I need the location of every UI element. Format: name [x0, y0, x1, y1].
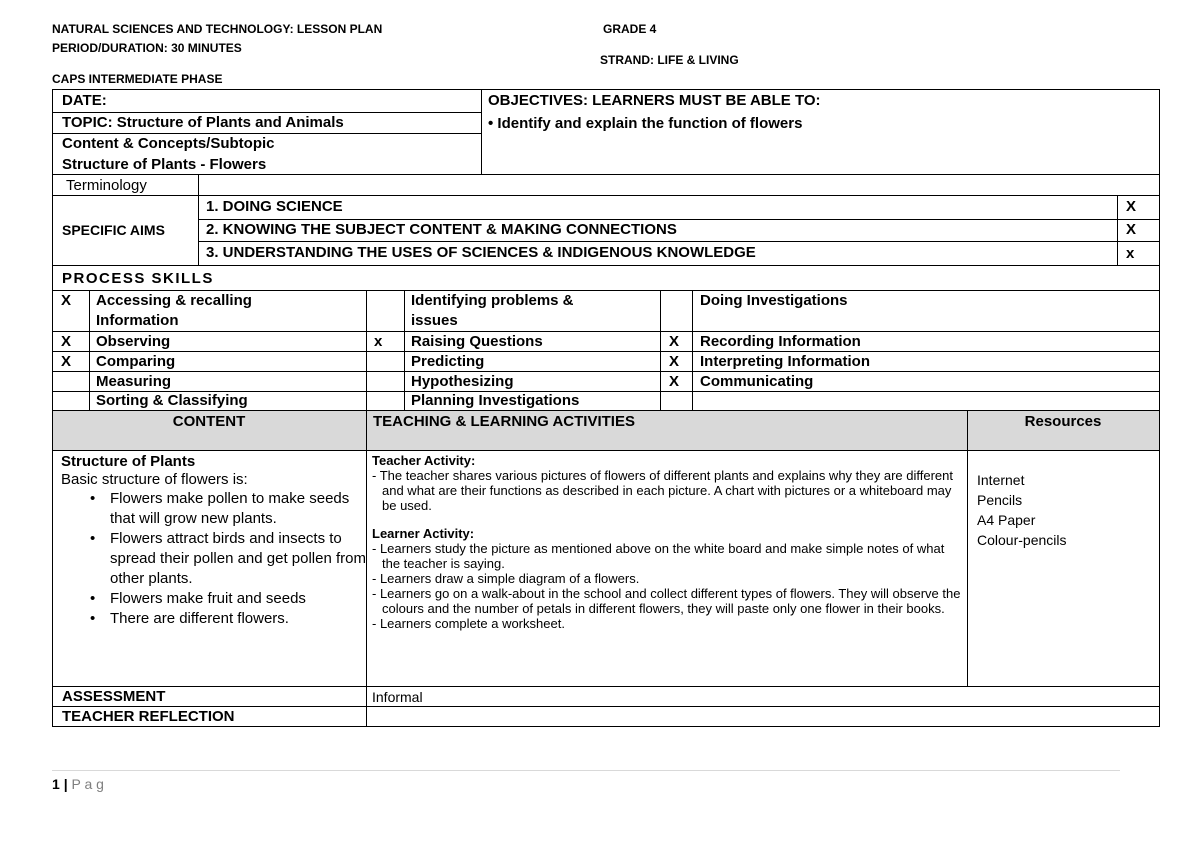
learner-activity-item: - Learners study the picture as mentioned above on the white board and make simple notes of what the teacher is saying. [372, 541, 945, 571]
skill-label: Planning Investigations [411, 392, 580, 409]
list-item: • There are different flowers. [110, 609, 368, 629]
assessment-value: Informal [372, 689, 423, 705]
content-header: CONTENT [172, 413, 246, 430]
skill-label: Raising Questions [411, 333, 543, 350]
terminology-label: Terminology [66, 177, 147, 194]
resource-item: Pencils [977, 492, 1023, 508]
skill-mark: X [61, 333, 72, 350]
skill-label: Predicting [411, 353, 485, 370]
process-skills-label: PROCESS SKILLS [62, 270, 214, 287]
skill-label: Comparing [96, 353, 176, 370]
aim-mark: X [1126, 221, 1137, 238]
skill-mark: X [61, 353, 72, 370]
skill-label: issues [411, 312, 458, 329]
skill-mark: X [669, 333, 680, 350]
list-item: • Flowers make pollen to make seeds that will grow new plants. [110, 489, 368, 529]
learner-activity-item: - Learners complete a worksheet. [372, 616, 565, 631]
concepts-label: Content & Concepts/Subtopic [62, 135, 275, 152]
content-cell [61, 453, 364, 629]
date-label: DATE: [62, 92, 107, 109]
resource-item: A4 Paper [977, 512, 1036, 528]
aim-item: 3. UNDERSTANDING THE USES OF SCIENCES & INDIGENOUS KNOWLEDGE [206, 244, 756, 261]
skill-label: Observing [96, 333, 171, 350]
skill-label: Interpreting Information [700, 353, 870, 370]
page-number: 1 [52, 776, 60, 792]
reflection-label: TEACHER REFLECTION [62, 708, 235, 725]
duration-label: PERIOD/DURATION: 30 MINUTES [52, 41, 242, 55]
skill-label: Measuring [96, 373, 172, 390]
activities-cell [372, 453, 962, 631]
phase-label: CAPS INTERMEDIATE PHASE [52, 72, 223, 86]
skill-label: Identifying problems & [411, 292, 574, 309]
topic-label: TOPIC: Structure of Plants and Animals [62, 114, 344, 131]
aim-mark: X [1126, 198, 1137, 215]
footer-separator: | [63, 776, 68, 792]
skill-label: Accessing & recalling [96, 292, 252, 309]
page-footer [52, 776, 104, 792]
content-bullets [61, 489, 368, 629]
aim-item: 2. KNOWING THE SUBJECT CONTENT & MAKING CONNECTIONS [206, 221, 677, 238]
teacher-activity-label: Teacher Activity: [372, 453, 476, 468]
content-title: Structure of Plants [61, 453, 196, 470]
objectives-label: OBJECTIVES: LEARNERS MUST BE ABLE TO: [488, 92, 821, 109]
footer-divider [52, 770, 1120, 771]
resource-item: Internet [977, 472, 1025, 488]
skill-mark: X [669, 373, 680, 390]
skill-mark: X [669, 353, 680, 370]
list-item: • Flowers make fruit and seeds [110, 589, 368, 609]
skill-label: Information [96, 312, 179, 329]
aim-item: 1. DOING SCIENCE [206, 198, 343, 215]
aim-mark: x [1126, 245, 1135, 262]
learner-activity-item: - Learners draw a simple diagram of a flowers. [372, 571, 640, 586]
skill-label: Communicating [700, 373, 814, 390]
skill-label: Doing Investigations [700, 292, 848, 309]
resource-item: Colour-pencils [977, 532, 1067, 548]
resources-header: Resources [1024, 413, 1102, 430]
skill-mark: X [61, 292, 72, 309]
page-label: P a g [71, 776, 104, 792]
teacher-activity-item: - The teacher shares various pictures of flowers of different plants and explains why they are different and what are their functions as described in each picture. A chart with pictures or a whiteboard may be used. [372, 468, 953, 513]
learner-activity-item: - Learners go on a walk-about in the school and collect different types of flowers. They will observe the colours and the number of petals in different flowers, they will paste only one flower in their books. [372, 586, 961, 616]
content-intro: Basic structure of flowers is: [61, 471, 248, 488]
skill-mark: x [374, 333, 383, 350]
list-item: • Flowers attract birds and insects to spread their pollen and get pollen from other plants. [110, 529, 368, 589]
concepts-value: Structure of Plants - Flowers [62, 156, 267, 173]
learner-activity-label: Learner Activity: [372, 526, 475, 541]
grade-label: GRADE 4 [603, 22, 657, 36]
assessment-label: ASSESSMENT [62, 688, 166, 705]
skill-label: Hypothesizing [411, 373, 514, 390]
specific-aims-label: SPECIFIC AIMS [62, 222, 165, 238]
skill-label: Recording Information [700, 333, 861, 350]
objective-item: • Identify and explain the function of flowers [488, 115, 803, 132]
strand-label: STRAND: LIFE & LIVING [600, 53, 739, 67]
activities-header: TEACHING & LEARNING ACTIVITIES [373, 413, 635, 430]
resources-cell [977, 470, 1066, 550]
skill-label: Sorting & Classifying [96, 392, 248, 409]
document-title: NATURAL SCIENCES AND TECHNOLOGY: LESSON PLAN [52, 22, 383, 36]
